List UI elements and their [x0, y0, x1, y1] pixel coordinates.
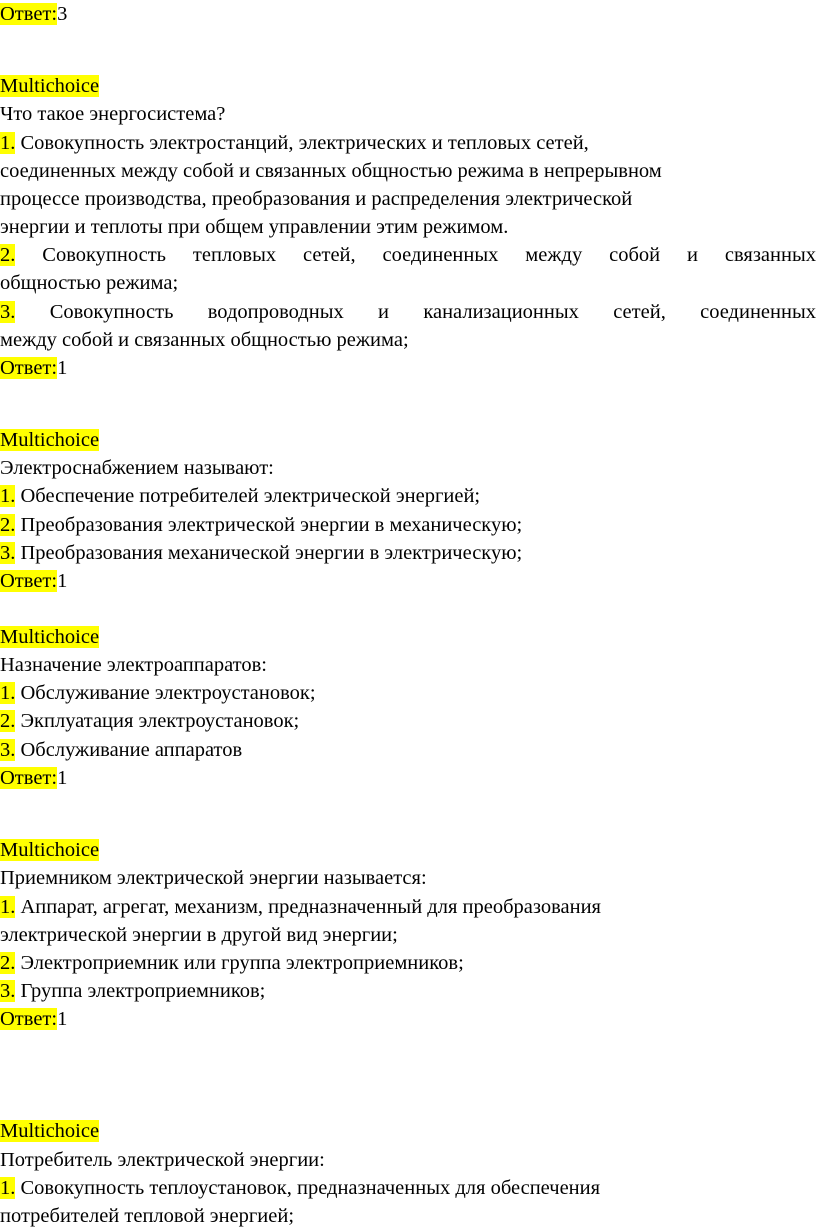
option-1-cont: соединенных между собой и связанных общностью режима в непрерывном — [0, 160, 662, 182]
option-number: 1. — [0, 485, 16, 507]
answer-line — [0, 354, 816, 382]
option-1: 1. Совокупность теплоустановок, предназначенных для обеспечения — [0, 1177, 601, 1199]
answer-label: Ответ: — [0, 1008, 58, 1030]
answer-line — [0, 0, 816, 28]
question-type: Multichoice — [0, 626, 100, 648]
question-type: Multichoice — [0, 839, 100, 861]
option-1: 1. Аппарат, агрегат, механизм, предназначенный для преобразования — [0, 896, 601, 918]
answer-line — [0, 1005, 816, 1033]
question-type: Multichoice — [0, 75, 100, 97]
option-1: 1. Обеспечение потребителей электрической энергией; — [0, 485, 481, 507]
answer-label: Ответ: — [0, 357, 58, 379]
option-2: 2. Преобразования электрической энергии в механическую; — [0, 514, 523, 536]
question-prompt: Приемником электрической энергии называется: — [0, 867, 427, 889]
option-2: 2. Электроприемник или группа электроприемников; — [0, 952, 464, 974]
option-number: 2. — [0, 514, 16, 536]
option-1-cont: процессе производства, преобразования и распределения электрической — [0, 188, 633, 210]
option-number: 3. — [0, 301, 16, 323]
answer-value: 1 — [57, 570, 68, 592]
option-number: 1. — [0, 1177, 16, 1199]
option-2-cont: общностью режима; — [0, 272, 179, 294]
question-prompt: Электроснабжением называют: — [0, 457, 274, 479]
answer-line — [0, 764, 816, 792]
option-number: 2. — [0, 710, 16, 732]
option-number: 2. — [0, 952, 16, 974]
option-2: 2. Совокупность тепловых сетей, соединенных между собой и связанных — [0, 244, 816, 266]
option-2: 2. Экплуатация электроустановок; — [0, 710, 300, 732]
option-number: 1. — [0, 682, 16, 704]
question-prompt: Что такое энергосистема? — [0, 103, 226, 125]
question-prompt: Назначение электроаппаратов: — [0, 654, 267, 676]
option-number: 3. — [0, 542, 16, 564]
answer-value: 1 — [57, 767, 68, 789]
answer-label: Ответ: — [0, 767, 58, 789]
answer-value: 3 — [57, 3, 68, 25]
option-number: 1. — [0, 896, 16, 918]
option-1: 1. Совокупность электростанций, электрических и тепловых сетей, — [0, 132, 589, 154]
answer-value: 1 — [57, 357, 68, 379]
answer-line — [0, 567, 816, 595]
option-number: 3. — [0, 980, 16, 1002]
option-3: 3. Обслуживание аппаратов — [0, 739, 243, 761]
option-1: 1. Обслуживание электроустановок; — [0, 682, 316, 704]
option-3: 3. Совокупность водопроводных и канализационных сетей, соединенных — [0, 301, 816, 323]
answer-value: 1 — [57, 1008, 68, 1030]
option-1-cont: потребителей тепловой энергией; — [0, 1205, 295, 1227]
question-prompt: Потребитель электрической энергии: — [0, 1149, 325, 1171]
question-type: Multichoice — [0, 1120, 100, 1142]
option-number: 3. — [0, 739, 16, 761]
option-3: 3. Группа электроприемников; — [0, 980, 266, 1002]
answer-label: Ответ: — [0, 3, 58, 25]
option-number: 2. — [0, 244, 16, 266]
option-1-cont: энергии и теплоты при общем управлении этим режимом. — [0, 216, 509, 238]
question-type: Multichoice — [0, 429, 100, 451]
option-number: 1. — [0, 132, 16, 154]
option-3: 3. Преобразования механической энергии в электрическую; — [0, 542, 523, 564]
option-3-cont: между собой и связанных общностью режима; — [0, 329, 409, 351]
option-1-cont: электрической энергии в другой вид энергии; — [0, 924, 398, 946]
answer-label: Ответ: — [0, 570, 58, 592]
